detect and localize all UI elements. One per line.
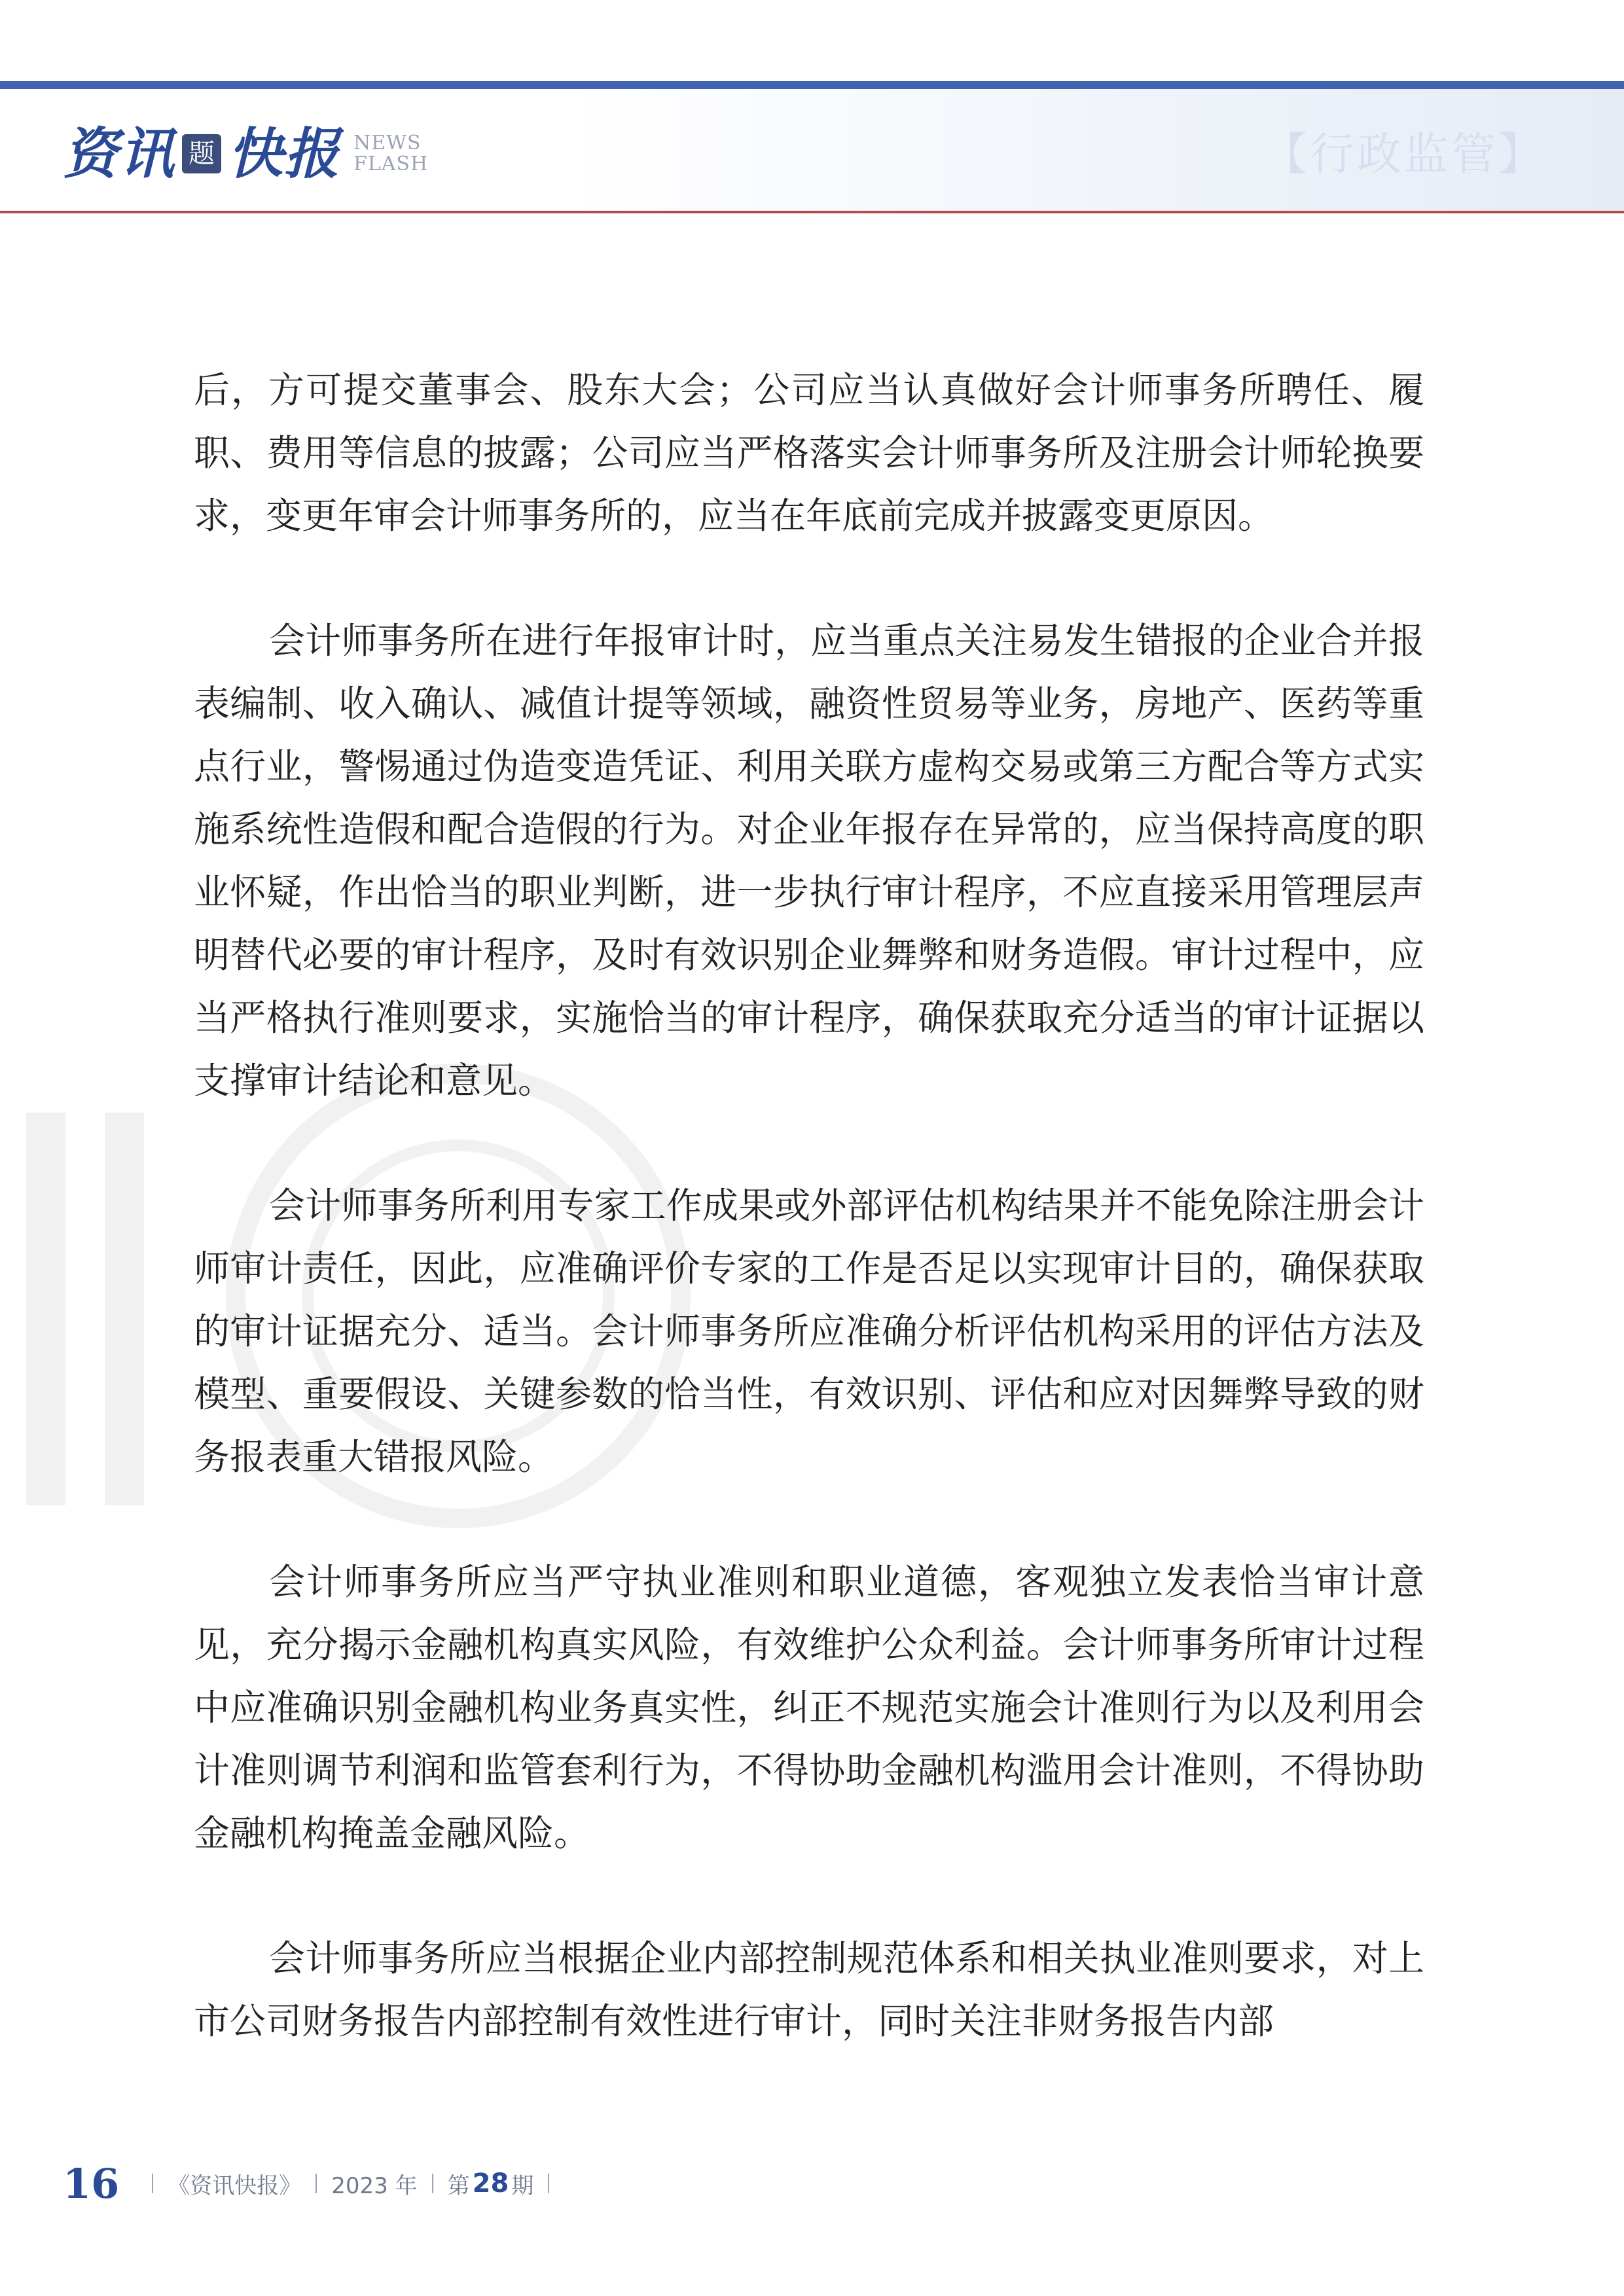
page-footer <box>63 2157 564 2210</box>
brand-title-left: 资讯 <box>63 121 176 186</box>
paragraph-4: 会计师事务所应当严守执业准则和职业道德，客观独立发表恰当审计意见，充分揭示金融机构真实风险，有效维护公众利益。会计师事务所审计过程中应准确识别金融机构业务真实性，纠正不规范实施会计准则行为以及利用会计准则调节利润和监管套利行为，不得协助金融机构滥用会计准则，不得协助金融机构掩盖金融风险。 <box>194 1561 1424 1854</box>
section-tag: 【行政监管】 <box>1262 129 1545 181</box>
paragraph-5: 会计师事务所应当根据企业内部控制规范体系和相关执业准则要求，对上市公司财务报告内部控制有效性进行审计，同时关注非财务报告内部 <box>194 1937 1424 2042</box>
footer-divider <box>548 2174 549 2193</box>
header-rule <box>0 211 1624 213</box>
footer-divider <box>316 2174 317 2193</box>
issue-number: 28 <box>472 2168 509 2198</box>
brand-seal-icon: 题 <box>182 134 221 173</box>
brand-english-line2: FLASH <box>353 152 429 175</box>
issue-prefix: 第 <box>447 2172 470 2199</box>
publication-name: 《资讯快报》 <box>168 2172 302 2199</box>
article-body <box>194 359 1424 2053</box>
brand-title-right: 快报 <box>228 121 341 186</box>
issue-suffix: 期 <box>511 2172 534 2199</box>
footer-divider <box>152 2174 153 2193</box>
footer-divider <box>432 2174 433 2193</box>
brand-logo <box>63 118 428 190</box>
paragraph-3: 会计师事务所利用专家工作成果或外部评估机构结果并不能免除注册会计师审计责任，因此，应准确评价专家的工作是否足以实现审计目的，确保获取的审计证据充分、适当。会计师事务所应准确分析评估机构采用的评估方法及模型、重要假设、关键参数的恰当性，有效识别、评估和应对因舞弊导致的财务报表重大错报风险。 <box>194 1185 1424 1478</box>
paragraph-1: 后，方可提交董事会、股东大会；公司应当认真做好会计师事务所聘任、履职、费用等信息的披露；公司应当严格落实会计师事务所及注册会计师轮换要求，变更年审会计师事务所的，应当在年底前完成并披露变更原因。 <box>194 369 1424 537</box>
brand-english-line1: NEWS <box>353 132 422 154</box>
publication-year: 2023 年 <box>331 2172 418 2199</box>
brand-english <box>353 133 428 175</box>
paragraph-2: 会计师事务所在进行年报审计时，应当重点关注易发生错报的企业合并报表编制、收入确认、减值计提等领域，融资性贸易等业务，房地产、医药等重点行业，警惕通过伪造变造凭证、利用关联方虚构交易或第三方配合等方式实施系统性造假和配合造假的行为。对企业年报存在异常的，应当保持高度的职业怀疑，作出恰当的职业判断，进一步执行审计程序，不应直接采用管理层声明替代必要的审计程序，及时有效识别企业舞弊和财务造假。审计过程中，应当严格执行准则要求，实施恰当的审计程序，确保获取充分适当的审计证据以支撑审计结论和意见。 <box>194 620 1424 1102</box>
page-number: 16 <box>63 2159 120 2208</box>
header-top-band <box>0 81 1624 89</box>
